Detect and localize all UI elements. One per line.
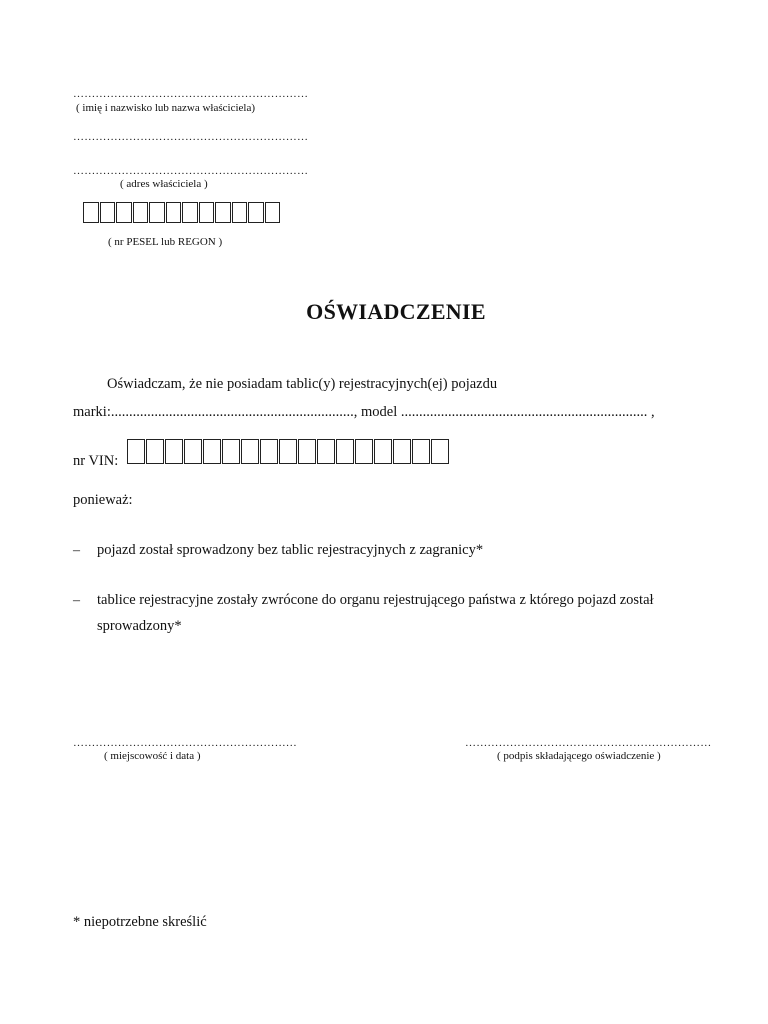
vin-char-box[interactable] — [127, 439, 145, 464]
pesel-digit-box[interactable] — [83, 202, 99, 223]
pesel-digit-box[interactable] — [182, 202, 198, 223]
vin-char-box[interactable] — [336, 439, 354, 464]
vin-char-box[interactable] — [165, 439, 183, 464]
vin-label: nr VIN: — [73, 453, 119, 469]
option-1-text: pojazd został sprowadzony bez tablic rejestracyjnych z zagranicy* — [97, 542, 484, 558]
vin-char-box[interactable] — [355, 439, 373, 464]
place-date-caption: ( miejscowość i data ) — [104, 750, 201, 762]
vin-char-box[interactable] — [146, 439, 164, 464]
option-2-text-line-2: sprowadzony* — [97, 618, 182, 634]
pesel-digit-box[interactable] — [215, 202, 231, 223]
pesel-digit-box[interactable] — [116, 202, 132, 223]
document-title: OŚWIADCZENIE — [306, 299, 486, 324]
because-label: ponieważ: — [73, 492, 133, 508]
vehicle-make-model-line[interactable]: marki:..................................................................., model .................................................................... , — [73, 404, 655, 420]
pesel-digit-box[interactable] — [199, 202, 215, 223]
vin-char-box[interactable] — [203, 439, 221, 464]
option-2-dash: – — [73, 593, 80, 608]
place-date-dotted-line[interactable]: …………………………………………………… — [73, 737, 297, 749]
pesel-digit-box[interactable] — [149, 202, 165, 223]
vin-char-box[interactable] — [260, 439, 278, 464]
owner-name-caption: ( imię i nazwisko lub nazwa właściciela) — [76, 102, 255, 114]
owner-name-dotted-line[interactable]: ……………………………………………………… — [73, 88, 309, 100]
vin-input-boxes[interactable] — [127, 439, 449, 464]
pesel-digit-box[interactable] — [248, 202, 264, 223]
pesel-digit-box[interactable] — [100, 202, 116, 223]
option-2-text-line-1: tablice rejestracyjne zostały zwrócone do organu rejestrującego państwa z którego pojazd został — [97, 592, 654, 608]
owner-address-dotted-line-1[interactable]: ……………………………………………………… — [73, 131, 309, 143]
vin-char-box[interactable] — [298, 439, 316, 464]
signature-dotted-line[interactable]: ………………………………………………………… — [465, 737, 712, 749]
pesel-digit-box[interactable] — [232, 202, 248, 223]
option-1-dash: – — [73, 543, 80, 558]
vin-char-box[interactable] — [431, 439, 449, 464]
footnote: * niepotrzebne skreślić — [73, 914, 207, 930]
vin-char-box[interactable] — [374, 439, 392, 464]
owner-address-caption: ( adres właściciela ) — [120, 178, 208, 190]
pesel-digit-box[interactable] — [166, 202, 182, 223]
vin-char-box[interactable] — [184, 439, 202, 464]
vin-char-box[interactable] — [222, 439, 240, 464]
statement-intro: Oświadczam, że nie posiadam tablic(y) rejestracyjnych(ej) pojazdu — [107, 376, 498, 392]
vin-char-box[interactable] — [412, 439, 430, 464]
vin-char-box[interactable] — [393, 439, 411, 464]
owner-address-dotted-line-2[interactable]: ……………………………………………………… — [73, 165, 309, 177]
vin-char-box[interactable] — [317, 439, 335, 464]
signature-caption: ( podpis składającego oświadczenie ) — [497, 750, 661, 762]
pesel-digit-box[interactable] — [133, 202, 149, 223]
vin-char-box[interactable] — [279, 439, 297, 464]
vin-char-box[interactable] — [241, 439, 259, 464]
pesel-regon-input-boxes[interactable] — [83, 202, 280, 223]
pesel-digit-box[interactable] — [265, 202, 281, 223]
pesel-regon-caption: ( nr PESEL lub REGON ) — [108, 236, 223, 248]
